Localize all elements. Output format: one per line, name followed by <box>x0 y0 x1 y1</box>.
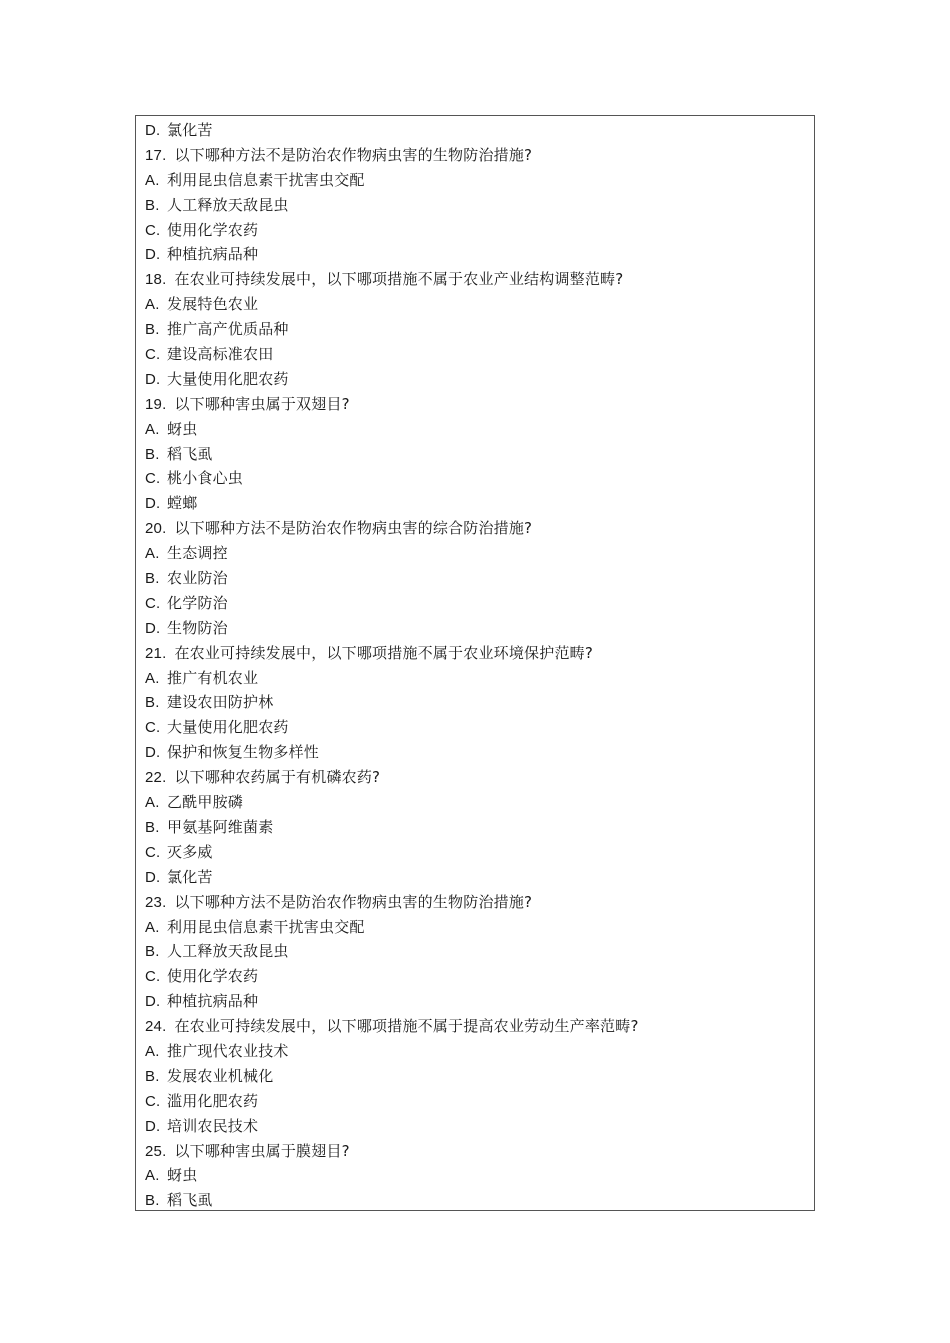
option-text: 氯化苦 <box>167 867 213 886</box>
option-text: 种植抗病品种 <box>167 245 259 264</box>
option-letter: C. <box>145 221 161 239</box>
question-number: 23. <box>145 893 167 911</box>
option-text: 桃小食心虫 <box>167 469 244 488</box>
option-line <box>145 317 810 342</box>
question-text: 以下哪种害虫属于双翅目? <box>174 394 350 413</box>
option-line <box>145 1188 810 1213</box>
question-text: 在农业可持续发展中，以下哪项措施不属于提高农业劳动生产率范畴? <box>174 1017 639 1036</box>
option-letter: D. <box>145 495 161 513</box>
option-text: 发展特色农业 <box>167 295 259 314</box>
option-letter: B. <box>145 445 160 463</box>
question-text: 在农业可持续发展中，以下哪项措施不属于农业产业结构调整范畴? <box>174 270 624 289</box>
option-line <box>145 989 810 1014</box>
option-line <box>145 815 810 840</box>
option-letter: A. <box>145 1042 160 1060</box>
option-line <box>145 1039 810 1064</box>
question-number: 19. <box>145 395 167 413</box>
option-line <box>145 790 810 815</box>
option-text: 蚜虫 <box>167 1166 198 1185</box>
option-line <box>145 118 810 143</box>
option-line <box>145 466 810 491</box>
question-line <box>145 1139 810 1164</box>
option-line <box>145 591 810 616</box>
option-letter: D. <box>145 370 161 388</box>
option-line <box>145 218 810 243</box>
option-letter: D. <box>145 246 161 264</box>
question-line <box>145 143 810 168</box>
document-page <box>135 115 815 1211</box>
option-line <box>145 342 810 367</box>
option-letter: B. <box>145 1192 160 1210</box>
option-text: 生物防治 <box>167 618 228 637</box>
question-text: 以下哪种方法不是防治农作物病虫害的生物防治措施? <box>174 145 533 164</box>
option-text: 人工释放天敌昆虫 <box>167 195 289 214</box>
option-text: 发展农业机械化 <box>167 1066 274 1085</box>
question-number: 25. <box>145 1142 167 1160</box>
question-line <box>145 392 810 417</box>
option-letter: C. <box>145 719 161 737</box>
option-text: 推广高产优质品种 <box>167 320 289 339</box>
option-line <box>145 616 810 641</box>
option-letter: B. <box>145 1067 160 1085</box>
question-line <box>145 890 810 915</box>
option-line <box>145 690 810 715</box>
option-text: 人工释放天敌昆虫 <box>167 942 289 961</box>
option-line <box>145 666 810 691</box>
option-letter: A. <box>145 918 160 936</box>
option-text: 蚜虫 <box>167 419 198 438</box>
question-text: 以下哪种方法不是防治农作物病虫害的综合防治措施? <box>174 519 533 538</box>
option-line <box>145 292 810 317</box>
option-letter: D. <box>145 122 161 139</box>
option-line <box>145 168 810 193</box>
question-number: 18. <box>145 271 167 289</box>
option-text: 灭多威 <box>167 842 213 861</box>
option-letter: C. <box>145 968 161 986</box>
option-text: 稻飞虱 <box>167 1191 213 1210</box>
option-letter: D. <box>145 1117 161 1135</box>
option-line <box>145 1064 810 1089</box>
option-letter: A. <box>145 545 160 563</box>
question-line <box>145 516 810 541</box>
option-line <box>145 964 810 989</box>
option-line <box>145 715 810 740</box>
option-letter: C. <box>145 346 161 364</box>
option-line <box>145 1163 810 1188</box>
option-letter: C. <box>145 1092 161 1110</box>
question-number: 24. <box>145 1018 167 1036</box>
option-letter: B. <box>145 943 160 961</box>
option-line <box>145 442 810 467</box>
option-text: 生态调控 <box>167 544 228 563</box>
option-line <box>145 915 810 940</box>
question-line <box>145 1014 810 1039</box>
question-text: 以下哪种方法不是防治农作物病虫害的生物防治措施? <box>174 892 533 911</box>
question-text: 在农业可持续发展中，以下哪项措施不属于农业环境保护范畴? <box>174 643 594 662</box>
option-line <box>145 193 810 218</box>
option-letter: C. <box>145 470 161 488</box>
option-letter: A. <box>145 296 160 314</box>
option-text: 使用化学农药 <box>167 967 259 986</box>
option-line <box>145 242 810 267</box>
option-line <box>145 1089 810 1114</box>
option-text: 氯化苦 <box>167 121 213 139</box>
option-letter: A. <box>145 1167 160 1185</box>
option-text: 使用化学农药 <box>167 220 259 239</box>
option-letter: D. <box>145 744 161 762</box>
option-text: 培训农民技术 <box>167 1116 259 1135</box>
question-list <box>145 118 810 1213</box>
option-line <box>145 865 810 890</box>
option-letter: B. <box>145 694 160 712</box>
question-text: 以下哪种害虫属于膜翅目? <box>174 1141 350 1160</box>
option-letter: D. <box>145 993 161 1011</box>
option-letter: A. <box>145 669 160 687</box>
option-letter: A. <box>145 794 160 812</box>
option-letter: C. <box>145 843 161 861</box>
option-text: 保护和恢复生物多样性 <box>167 743 320 762</box>
option-line <box>145 367 810 392</box>
option-text: 建设高标准农田 <box>167 345 274 364</box>
option-text: 农业防治 <box>167 569 228 588</box>
option-letter: A. <box>145 171 160 189</box>
option-text: 大量使用化肥农药 <box>167 718 289 737</box>
option-letter: B. <box>145 321 160 339</box>
option-line <box>145 417 810 442</box>
option-text: 稻飞虱 <box>167 444 213 463</box>
option-text: 乙酰甲胺磷 <box>167 793 244 812</box>
option-line <box>145 566 810 591</box>
option-text: 种植抗病品种 <box>167 992 259 1011</box>
question-line <box>145 641 810 666</box>
option-letter: C. <box>145 594 161 612</box>
option-line <box>145 541 810 566</box>
option-text: 利用昆虫信息素干扰害虫交配 <box>167 917 365 936</box>
option-line <box>145 1114 810 1139</box>
question-line <box>145 765 810 790</box>
option-text: 甲氨基阿维菌素 <box>167 817 274 836</box>
question-number: 22. <box>145 769 167 787</box>
option-letter: B. <box>145 196 160 214</box>
question-number: 17. <box>145 146 167 164</box>
option-text: 利用昆虫信息素干扰害虫交配 <box>167 170 365 189</box>
option-letter: A. <box>145 420 160 438</box>
option-line <box>145 491 810 516</box>
option-text: 化学防治 <box>167 593 228 612</box>
option-letter: D. <box>145 619 161 637</box>
option-text: 推广现代农业技术 <box>167 1041 289 1060</box>
question-text: 以下哪种农药属于有机磷农药? <box>174 768 381 787</box>
option-letter: B. <box>145 570 160 588</box>
option-text: 推广有机农业 <box>167 668 259 687</box>
option-text: 滥用化肥农药 <box>167 1091 259 1110</box>
option-text: 大量使用化肥农药 <box>167 369 289 388</box>
question-number: 20. <box>145 520 167 538</box>
option-letter: B. <box>145 818 160 836</box>
option-text: 建设农田防护林 <box>167 693 274 712</box>
option-text: 螳螂 <box>167 494 198 513</box>
question-line <box>145 267 810 292</box>
option-letter: D. <box>145 868 161 886</box>
option-line <box>145 740 810 765</box>
option-line <box>145 840 810 865</box>
question-number: 21. <box>145 644 167 662</box>
option-line <box>145 939 810 964</box>
